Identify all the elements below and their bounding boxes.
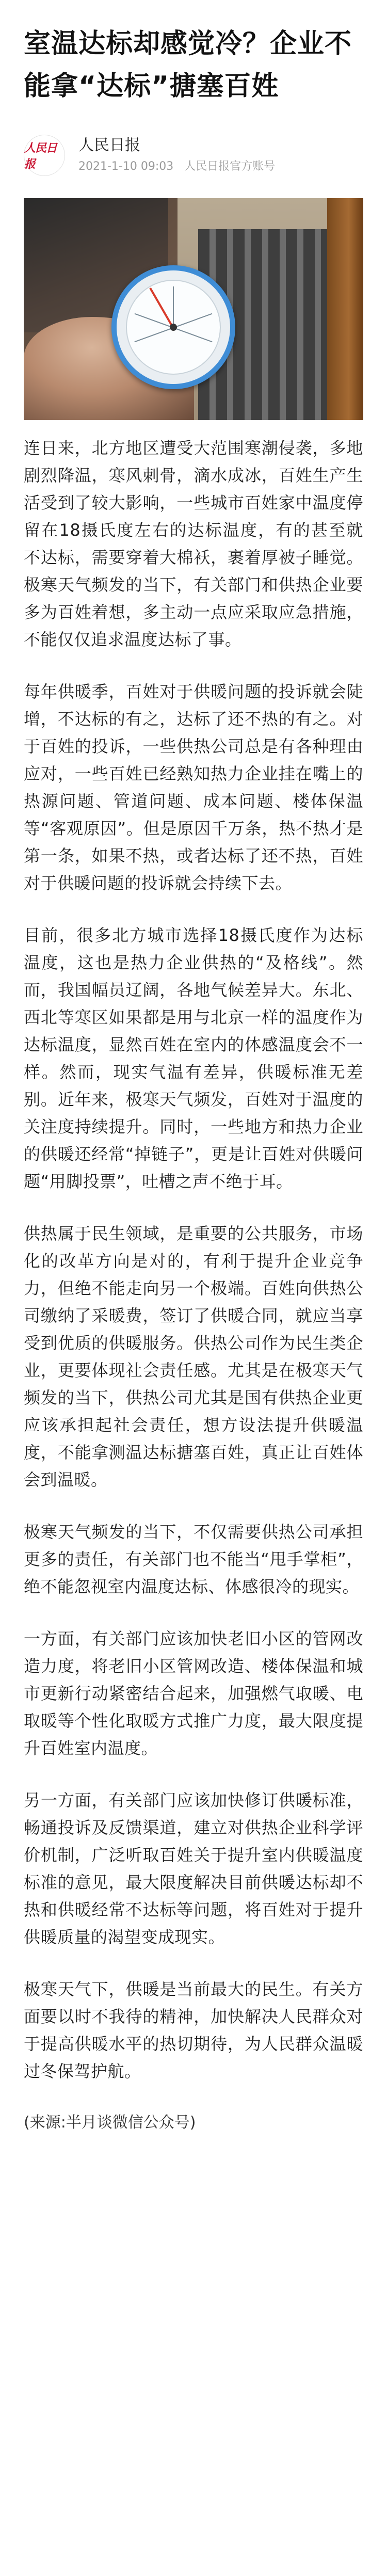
publish-datetime: 2021-1-10 09:03 — [78, 160, 174, 173]
thermometer-tick — [173, 286, 174, 328]
author-avatar[interactable] — [24, 135, 65, 176]
author-name[interactable]: 人民日报 — [78, 136, 140, 154]
paragraph-7: 另一方面，有关部门应该加快修订供暖标准，畅通投诉及反馈渠道，建立对供热企业科学评价机制，广泛听取百姓关于提升室内供暖温度标准的意见，最大限度解决目前供暖达标却不热和供暖经常不达标等问题，将百姓对于提升供暖质量的渴望变成现实。 — [24, 1790, 363, 1947]
thermometer-tick — [134, 327, 173, 342]
people-daily-logo-icon: 人民日报 — [24, 141, 57, 171]
article-title: 室温达标却感觉冷？企业不能拿“达标”搪塞百姓 — [24, 28, 352, 102]
article-body — [24, 435, 363, 2136]
author-account: 人民日报官方账号 — [184, 160, 276, 173]
thermometer-tick — [173, 313, 213, 328]
paragraph-3: 目前，很多北方城市选择18摄氏度作为达标温度，这也是热力企业供热的“及格线”。然而，我国幅员辽阔，各地气候差异大。东北、西北等寒区如果都是用与北京一样的温度作为达标温度，显然百姓在室内的体感温度会不一样。然而，现实气温有差异，供暖标准无差别。近年来，极寒天气频发，百姓对于温度的关注度持续提升。同时，一些地方和热力企业的供暖还经常“掉链子”，更是让百姓对供暖问题“用脚投票”，吐槽之声不绝于耳。 — [24, 925, 363, 1191]
wood-frame-shape — [327, 198, 363, 420]
thermometer-hub — [170, 324, 177, 331]
paragraph-8: 极寒天气下，供暖是当前最大的民生。有关方面要以时不我待的精神，加快解决人民群众对于提高供暖水平的热切期待，为人民群众温暖过冬保驾护航。 — [24, 1979, 363, 2081]
paragraph-2: 每年供暖季，百姓对于供暖问题的投诉就会陡增，不达标的有之，达标了还不热的有之。对于百姓的投诉，一些供热公司总是有各种理由应对，一些百姓已经熟知热力企业挂在嘴上的热源问题、管道问题、成本问题、楼体保温等“客观原因”。但是原因千万条，热不热才是第一条，如果不热，或者达标了还不热，百姓对于供暖问题的投诉就会持续下去。 — [24, 682, 363, 893]
paragraph-1: 连日来，北方地区遭受大范围寒潮侵袭，多地剧烈降温，寒风刺骨，滴水成冰，百姓生产生活受到了较大影响，一些城市百姓家中温度停留在18摄氏度左右的达标温度，有的甚至就不达标，需要穿着大棉袄，裹着厚被子睡觉。极寒天气频发的当下，有关部门和供热企业要多为百姓着想，多主动一点应采取应急措施，不能仅仅追求温度达标了事。 — [24, 438, 363, 649]
thermometer-photo[interactable] — [24, 198, 363, 420]
paragraph-4: 供热属于民生领域，是重要的公共服务，市场化的改革方向是对的，有利于提升企业竞争力，但绝不能走向另一个极端。百姓向供热公司缴纳了采暖费，签订了供暖合同，就应当享受到优质的供暖服务。供热公司作为民生类企业，更要体现社会责任感。尤其是在极寒天气频发的当下，供热公司尤其是国有供热企业更应该承担起社会责任，想方设法提升供暖温度，不能拿测温达标搪塞百姓，真正让百姓体会到温暖。 — [24, 1224, 363, 1490]
paragraph-6: 一方面，有关部门应该加快老旧小区的管网改造力度，将老旧小区管网改造、楼体保温和城市更新行动紧密结合起来，加强燃气取暖、电取暖等个性化取暖方式推广力度，最大限度提升百姓室内温度。 — [24, 1629, 363, 1758]
author-subline — [78, 158, 275, 175]
author-meta — [78, 135, 275, 175]
article-source: (来源:半月谈微信公众号) — [24, 2114, 196, 2132]
thermometer-tick — [173, 327, 213, 342]
thermometer-icon — [111, 265, 235, 389]
author-row[interactable] — [24, 133, 363, 178]
thermometer-face — [126, 280, 221, 375]
paragraph-5: 极寒天气频发的当下，不仅需要供热公司承担更多的责任，有关部门也不能当“甩手掌柜”，绝不能忽视室内温度达标、体感很冷的现实。 — [24, 1522, 363, 1596]
